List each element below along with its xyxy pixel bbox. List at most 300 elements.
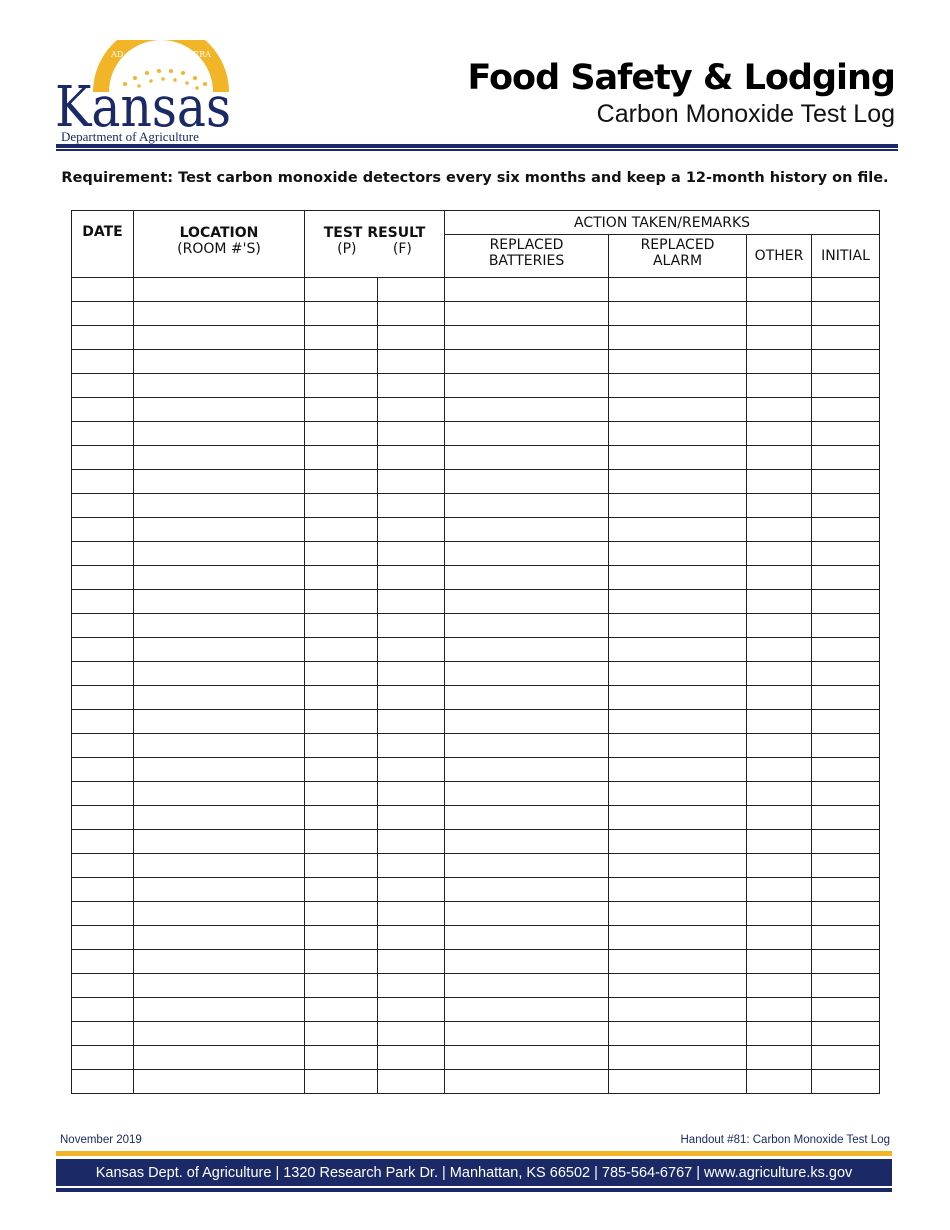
table-row: [72, 734, 880, 758]
alarm-cell[interactable]: [609, 830, 747, 854]
table-row: [72, 830, 880, 854]
fail-cell[interactable]: [378, 878, 445, 902]
alarm-cell[interactable]: [609, 614, 747, 638]
pass-cell[interactable]: [305, 902, 378, 926]
fail-cell[interactable]: [378, 782, 445, 806]
alarm-cell[interactable]: [609, 974, 747, 998]
initial-cell[interactable]: [812, 710, 880, 734]
fail-cell[interactable]: [378, 494, 445, 518]
initial-cell[interactable]: [812, 278, 880, 302]
pass-cell[interactable]: [305, 422, 378, 446]
alarm-cell[interactable]: [609, 782, 747, 806]
batteries-cell[interactable]: [445, 878, 609, 902]
location-cell[interactable]: [134, 542, 305, 566]
initial-cell[interactable]: [812, 806, 880, 830]
batteries-cell[interactable]: [445, 614, 609, 638]
fail-cell[interactable]: [378, 398, 445, 422]
location-cell[interactable]: [134, 974, 305, 998]
fail-cell[interactable]: [378, 950, 445, 974]
alarm-cell[interactable]: [609, 878, 747, 902]
pass-cell[interactable]: [305, 734, 378, 758]
batteries-cell[interactable]: [445, 374, 609, 398]
location-cell[interactable]: [134, 782, 305, 806]
table-row: [72, 398, 880, 422]
location-cell[interactable]: [134, 878, 305, 902]
location-cell[interactable]: [134, 758, 305, 782]
alarm-cell[interactable]: [609, 1022, 747, 1046]
initial-cell[interactable]: [812, 974, 880, 998]
fail-cell[interactable]: [378, 326, 445, 350]
fail-cell[interactable]: [378, 278, 445, 302]
other-cell[interactable]: [747, 974, 812, 998]
initial-cell[interactable]: [812, 782, 880, 806]
alarm-cell[interactable]: [609, 686, 747, 710]
date-cell[interactable]: [72, 974, 134, 998]
other-cell[interactable]: [747, 662, 812, 686]
alarm-cell[interactable]: [609, 710, 747, 734]
initial-cell[interactable]: [812, 926, 880, 950]
pass-cell[interactable]: [305, 398, 378, 422]
date-cell[interactable]: [72, 998, 134, 1022]
other-cell[interactable]: [747, 374, 812, 398]
table-row: [72, 806, 880, 830]
location-cell[interactable]: [134, 686, 305, 710]
batteries-cell[interactable]: [445, 518, 609, 542]
date-cell[interactable]: [72, 854, 134, 878]
other-cell[interactable]: [747, 398, 812, 422]
location-cell[interactable]: [134, 830, 305, 854]
location-cell[interactable]: [134, 566, 305, 590]
fail-cell[interactable]: [378, 350, 445, 374]
initial-cell[interactable]: [812, 302, 880, 326]
fail-cell[interactable]: [378, 590, 445, 614]
date-cell[interactable]: [72, 470, 134, 494]
fail-cell[interactable]: [378, 1070, 445, 1094]
location-cell[interactable]: [134, 734, 305, 758]
initial-cell[interactable]: [812, 518, 880, 542]
date-cell[interactable]: [72, 806, 134, 830]
table-row: [72, 998, 880, 1022]
fail-cell[interactable]: [378, 1046, 445, 1070]
table-row: [72, 422, 880, 446]
location-cell[interactable]: [134, 350, 305, 374]
batteries-cell[interactable]: [445, 902, 609, 926]
location-cell[interactable]: [134, 614, 305, 638]
date-cell[interactable]: [72, 1022, 134, 1046]
batteries-cell[interactable]: [445, 1070, 609, 1094]
location-cell[interactable]: [134, 518, 305, 542]
initial-cell[interactable]: [812, 422, 880, 446]
pass-cell[interactable]: [305, 854, 378, 878]
alarm-cell[interactable]: [609, 1070, 747, 1094]
initial-cell[interactable]: [812, 734, 880, 758]
table-row: [72, 518, 880, 542]
fail-cell[interactable]: [378, 638, 445, 662]
pass-cell[interactable]: [305, 662, 378, 686]
other-cell[interactable]: [747, 806, 812, 830]
pass-cell[interactable]: [305, 446, 378, 470]
batteries-cell[interactable]: [445, 470, 609, 494]
alarm-cell[interactable]: [609, 566, 747, 590]
pass-cell[interactable]: [305, 590, 378, 614]
alarm-cell[interactable]: [609, 926, 747, 950]
date-cell[interactable]: [72, 686, 134, 710]
other-header: OTHER: [747, 235, 812, 278]
table-row: [72, 590, 880, 614]
location-cell[interactable]: [134, 638, 305, 662]
alarm-cell[interactable]: [609, 398, 747, 422]
date-cell[interactable]: [72, 326, 134, 350]
initial-cell[interactable]: [812, 446, 880, 470]
alarm-cell[interactable]: [609, 950, 747, 974]
initial-cell[interactable]: [812, 398, 880, 422]
alarm-cell[interactable]: [609, 302, 747, 326]
initial-cell[interactable]: [812, 1022, 880, 1046]
other-cell[interactable]: [747, 350, 812, 374]
location-cell[interactable]: [134, 590, 305, 614]
location-cell[interactable]: [134, 374, 305, 398]
other-cell[interactable]: [747, 710, 812, 734]
table-row: [72, 710, 880, 734]
location-cell[interactable]: [134, 326, 305, 350]
batteries-cell[interactable]: [445, 1046, 609, 1070]
batteries-cell[interactable]: [445, 758, 609, 782]
location-cell[interactable]: [134, 446, 305, 470]
batteries-cell[interactable]: [445, 566, 609, 590]
location-cell[interactable]: [134, 422, 305, 446]
initial-cell[interactable]: [812, 326, 880, 350]
action-header: ACTION TAKEN/REMARKS: [445, 211, 880, 235]
initial-cell[interactable]: [812, 566, 880, 590]
batteries-cell[interactable]: [445, 350, 609, 374]
date-cell[interactable]: [72, 350, 134, 374]
alarm-cell[interactable]: [609, 854, 747, 878]
initial-cell[interactable]: [812, 758, 880, 782]
fail-cell[interactable]: [378, 686, 445, 710]
pass-cell[interactable]: [305, 1046, 378, 1070]
batteries-cell[interactable]: [445, 830, 609, 854]
table-row: [72, 758, 880, 782]
alarm-cell[interactable]: [609, 806, 747, 830]
initial-cell[interactable]: [812, 590, 880, 614]
date-cell[interactable]: [72, 878, 134, 902]
page-title: Food Safety & Lodging: [467, 58, 895, 98]
date-cell[interactable]: [72, 1046, 134, 1070]
header-rule-thin: [56, 149, 898, 151]
pass-cell[interactable]: [305, 494, 378, 518]
date-cell[interactable]: [72, 302, 134, 326]
other-cell[interactable]: [747, 326, 812, 350]
fail-cell[interactable]: [378, 542, 445, 566]
page-subtitle: Carbon Monoxide Test Log: [596, 100, 895, 128]
fail-cell[interactable]: [378, 734, 445, 758]
other-cell[interactable]: [747, 614, 812, 638]
alarm-cell[interactable]: [609, 542, 747, 566]
location-cell[interactable]: [134, 902, 305, 926]
fail-cell[interactable]: [378, 830, 445, 854]
pass-cell[interactable]: [305, 878, 378, 902]
fail-cell[interactable]: [378, 518, 445, 542]
date-cell[interactable]: [72, 614, 134, 638]
other-cell[interactable]: [747, 758, 812, 782]
other-cell[interactable]: [747, 1070, 812, 1094]
date-cell[interactable]: [72, 638, 134, 662]
date-cell[interactable]: [72, 902, 134, 926]
fail-cell[interactable]: [378, 926, 445, 950]
initial-cell[interactable]: [812, 542, 880, 566]
batteries-cell[interactable]: [445, 638, 609, 662]
pass-cell[interactable]: [305, 686, 378, 710]
date-cell[interactable]: [72, 518, 134, 542]
pass-cell[interactable]: [305, 998, 378, 1022]
table-row: [72, 1046, 880, 1070]
batteries-cell[interactable]: [445, 398, 609, 422]
initial-cell[interactable]: [812, 854, 880, 878]
pass-cell[interactable]: [305, 638, 378, 662]
alarm-cell[interactable]: [609, 1046, 747, 1070]
location-cell[interactable]: [134, 470, 305, 494]
batteries-cell[interactable]: [445, 446, 609, 470]
other-cell[interactable]: [747, 302, 812, 326]
initial-cell[interactable]: [812, 902, 880, 926]
pass-cell[interactable]: [305, 830, 378, 854]
alarm-cell[interactable]: [609, 734, 747, 758]
location-cell[interactable]: [134, 710, 305, 734]
location-cell[interactable]: [134, 1022, 305, 1046]
location-cell[interactable]: [134, 926, 305, 950]
alarm-cell[interactable]: [609, 374, 747, 398]
date-cell[interactable]: [72, 782, 134, 806]
location-cell[interactable]: [134, 950, 305, 974]
pass-cell[interactable]: [305, 326, 378, 350]
other-cell[interactable]: [747, 878, 812, 902]
other-cell[interactable]: [747, 446, 812, 470]
initial-cell[interactable]: [812, 470, 880, 494]
batteries-cell[interactable]: [445, 302, 609, 326]
alarm-cell[interactable]: [609, 326, 747, 350]
date-cell[interactable]: [72, 494, 134, 518]
alarm-cell[interactable]: [609, 662, 747, 686]
initial-cell[interactable]: [812, 686, 880, 710]
pass-cell[interactable]: [305, 710, 378, 734]
date-cell[interactable]: [72, 758, 134, 782]
alarm-cell[interactable]: [609, 518, 747, 542]
batteries-cell[interactable]: [445, 278, 609, 302]
pass-cell[interactable]: [305, 518, 378, 542]
date-cell[interactable]: [72, 662, 134, 686]
alarm-cell[interactable]: [609, 446, 747, 470]
other-cell[interactable]: [747, 590, 812, 614]
initial-cell[interactable]: [812, 998, 880, 1022]
fail-cell[interactable]: [378, 302, 445, 326]
other-cell[interactable]: [747, 998, 812, 1022]
date-cell[interactable]: [72, 710, 134, 734]
batteries-cell[interactable]: [445, 326, 609, 350]
date-cell[interactable]: [72, 566, 134, 590]
initial-cell[interactable]: [812, 878, 880, 902]
other-cell[interactable]: [747, 734, 812, 758]
initial-cell[interactable]: [812, 830, 880, 854]
fail-cell[interactable]: [378, 614, 445, 638]
fail-cell[interactable]: [378, 662, 445, 686]
alarm-cell[interactable]: [609, 758, 747, 782]
date-cell[interactable]: [72, 422, 134, 446]
date-cell[interactable]: [72, 278, 134, 302]
pass-cell[interactable]: [305, 782, 378, 806]
alarm-cell[interactable]: [609, 590, 747, 614]
location-cell[interactable]: [134, 278, 305, 302]
batteries-cell[interactable]: [445, 1022, 609, 1046]
alarm-cell[interactable]: [609, 638, 747, 662]
location-cell[interactable]: [134, 662, 305, 686]
initial-cell[interactable]: [812, 494, 880, 518]
pass-cell[interactable]: [305, 302, 378, 326]
batteries-cell[interactable]: [445, 422, 609, 446]
location-cell[interactable]: [134, 998, 305, 1022]
table-row: [72, 854, 880, 878]
other-cell[interactable]: [747, 470, 812, 494]
fail-cell[interactable]: [378, 422, 445, 446]
other-cell[interactable]: [747, 542, 812, 566]
pass-cell[interactable]: [305, 806, 378, 830]
batteries-cell[interactable]: [445, 542, 609, 566]
fail-cell[interactable]: [378, 806, 445, 830]
initial-cell[interactable]: [812, 1046, 880, 1070]
requirement-text: Requirement: Test carbon monoxide detectors every six months and keep a 12-month history on file.: [61, 170, 889, 186]
batteries-cell[interactable]: [445, 806, 609, 830]
location-cell[interactable]: [134, 494, 305, 518]
batteries-cell[interactable]: [445, 494, 609, 518]
other-cell[interactable]: [747, 566, 812, 590]
date-cell[interactable]: [72, 446, 134, 470]
pass-cell[interactable]: [305, 1022, 378, 1046]
fail-cell[interactable]: [378, 710, 445, 734]
pass-cell[interactable]: [305, 926, 378, 950]
initial-cell[interactable]: [812, 374, 880, 398]
other-cell[interactable]: [747, 518, 812, 542]
date-cell[interactable]: [72, 590, 134, 614]
other-cell[interactable]: [747, 830, 812, 854]
alarm-cell[interactable]: [609, 470, 747, 494]
pass-cell[interactable]: [305, 542, 378, 566]
other-cell[interactable]: [747, 278, 812, 302]
other-cell[interactable]: [747, 422, 812, 446]
date-cell[interactable]: [72, 830, 134, 854]
alarm-cell[interactable]: [609, 422, 747, 446]
location-cell[interactable]: [134, 1046, 305, 1070]
date-cell[interactable]: [72, 542, 134, 566]
initial-cell[interactable]: [812, 662, 880, 686]
table-row: [72, 326, 880, 350]
fail-cell[interactable]: [378, 470, 445, 494]
table-row: [72, 926, 880, 950]
location-cell[interactable]: [134, 806, 305, 830]
table-row: [72, 278, 880, 302]
pass-cell[interactable]: [305, 1070, 378, 1094]
fail-cell[interactable]: [378, 998, 445, 1022]
fail-cell[interactable]: [378, 974, 445, 998]
alarm-cell[interactable]: [609, 902, 747, 926]
location-cell[interactable]: [134, 1070, 305, 1094]
fail-cell[interactable]: [378, 566, 445, 590]
other-cell[interactable]: [747, 950, 812, 974]
footer-contact: Kansas Dept. of Agriculture | 1320 Research Park Dr. | Manhattan, KS 66502 | 785-564-6767 | www.agriculture.ks.gov: [95, 1164, 853, 1181]
batteries-cell[interactable]: [445, 662, 609, 686]
replaced-batteries-header: REPLACED BATTERIES: [445, 235, 609, 278]
alarm-cell[interactable]: [609, 278, 747, 302]
pass-cell[interactable]: [305, 350, 378, 374]
batteries-cell[interactable]: [445, 974, 609, 998]
date-cell[interactable]: [72, 1070, 134, 1094]
initial-cell[interactable]: [812, 950, 880, 974]
pass-cell[interactable]: [305, 278, 378, 302]
batteries-cell[interactable]: [445, 686, 609, 710]
pass-cell[interactable]: [305, 470, 378, 494]
fail-cell[interactable]: [378, 446, 445, 470]
location-cell[interactable]: [134, 854, 305, 878]
pass-cell[interactable]: [305, 950, 378, 974]
footer-rule: [56, 1188, 892, 1192]
other-cell[interactable]: [747, 1046, 812, 1070]
other-cell[interactable]: [747, 782, 812, 806]
batteries-cell[interactable]: [445, 926, 609, 950]
initial-cell[interactable]: [812, 1070, 880, 1094]
pass-cell[interactable]: [305, 374, 378, 398]
table-row: [72, 950, 880, 974]
fail-cell[interactable]: [378, 758, 445, 782]
table-row: [72, 974, 880, 998]
initial-cell[interactable]: [812, 638, 880, 662]
date-cell[interactable]: [72, 398, 134, 422]
batteries-cell[interactable]: [445, 998, 609, 1022]
batteries-cell[interactable]: [445, 734, 609, 758]
location-cell[interactable]: [134, 398, 305, 422]
other-cell[interactable]: [747, 638, 812, 662]
pass-cell[interactable]: [305, 974, 378, 998]
batteries-cell[interactable]: [445, 950, 609, 974]
fail-cell[interactable]: [378, 902, 445, 926]
alarm-cell[interactable]: [609, 998, 747, 1022]
pass-cell[interactable]: [305, 566, 378, 590]
location-cell[interactable]: [134, 302, 305, 326]
batteries-cell[interactable]: [445, 590, 609, 614]
date-cell[interactable]: [72, 950, 134, 974]
other-cell[interactable]: [747, 686, 812, 710]
pass-cell[interactable]: [305, 614, 378, 638]
other-cell[interactable]: [747, 1022, 812, 1046]
date-cell[interactable]: [72, 374, 134, 398]
fail-cell[interactable]: [378, 854, 445, 878]
pass-cell[interactable]: [305, 758, 378, 782]
date-header: DATE: [72, 211, 134, 278]
initial-cell[interactable]: [812, 350, 880, 374]
other-cell[interactable]: [747, 926, 812, 950]
kansas-agriculture-logo: [55, 40, 235, 145]
batteries-cell[interactable]: [445, 854, 609, 878]
batteries-cell[interactable]: [445, 782, 609, 806]
initial-cell[interactable]: [812, 614, 880, 638]
date-cell[interactable]: [72, 734, 134, 758]
batteries-cell[interactable]: [445, 710, 609, 734]
other-cell[interactable]: [747, 854, 812, 878]
date-cell[interactable]: [72, 926, 134, 950]
other-cell[interactable]: [747, 494, 812, 518]
alarm-cell[interactable]: [609, 494, 747, 518]
fail-cell[interactable]: [378, 1022, 445, 1046]
fail-cell[interactable]: [378, 374, 445, 398]
alarm-cell[interactable]: [609, 350, 747, 374]
other-cell[interactable]: [747, 902, 812, 926]
